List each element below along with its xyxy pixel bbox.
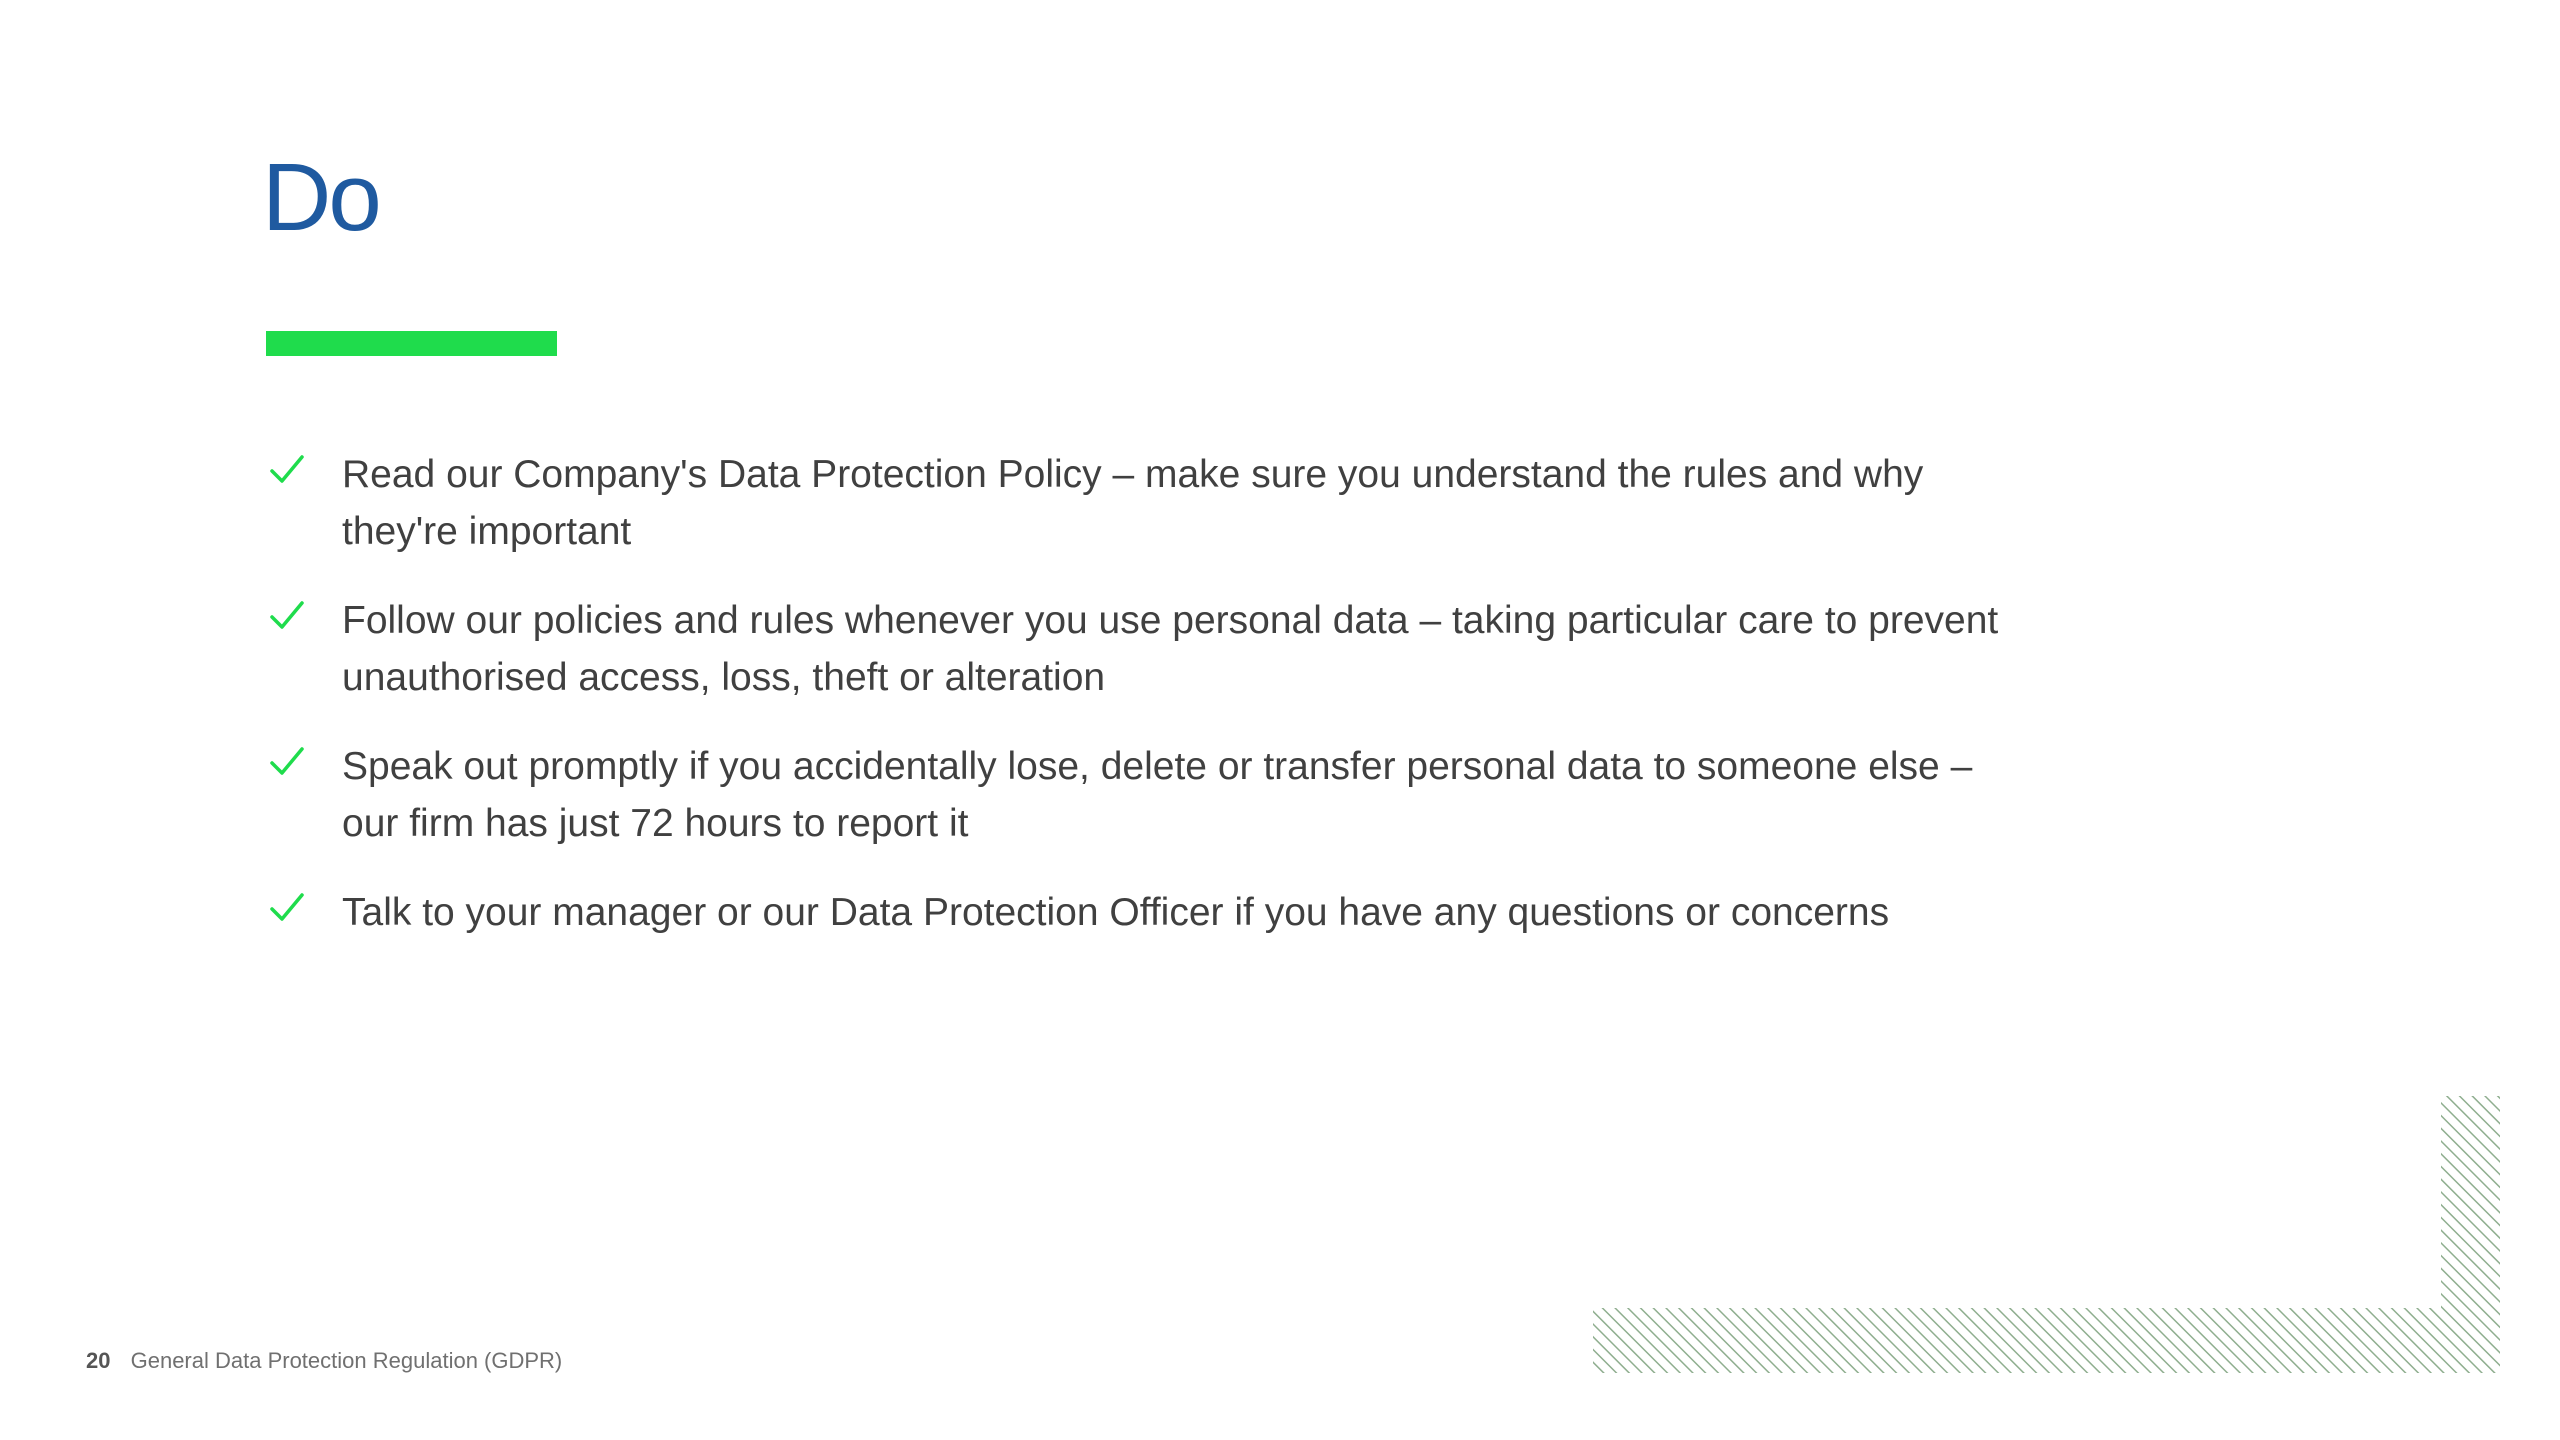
title-accent-bar <box>266 331 557 356</box>
bullet-text: Follow our policies and rules whenever you use personal data – taking particular care to prevent unauthorised access, loss, theft or alteration <box>342 599 1999 699</box>
checkmark-icon <box>270 446 310 503</box>
bullet-text: Speak out promptly if you accidentally lose, delete or transfer personal data to someone else – our firm has just 72 hours to report it <box>342 745 1973 845</box>
bullet-item <box>266 446 2006 560</box>
bullet-item <box>266 884 2006 941</box>
checkmark-icon <box>270 884 310 941</box>
checkmark-icon <box>270 592 310 649</box>
bullet-item <box>266 738 2006 852</box>
footer-doc-title: General Data Protection Regulation (GDPR) <box>130 1348 563 1373</box>
slide-title: Do <box>262 144 379 251</box>
slide-footer <box>86 1347 562 1375</box>
page-number: 20 <box>86 1348 111 1373</box>
bullet-item <box>266 592 2006 706</box>
bullet-text: Talk to your manager or our Data Protection Officer if you have any questions or concerns <box>342 891 1890 934</box>
bullet-list <box>266 446 2006 973</box>
checkmark-icon <box>270 738 310 795</box>
bullet-text: Read our Company's Data Protection Policy – make sure you understand the rules and why they're important <box>342 453 1924 553</box>
hatched-corner-icon <box>1593 1096 2500 1373</box>
